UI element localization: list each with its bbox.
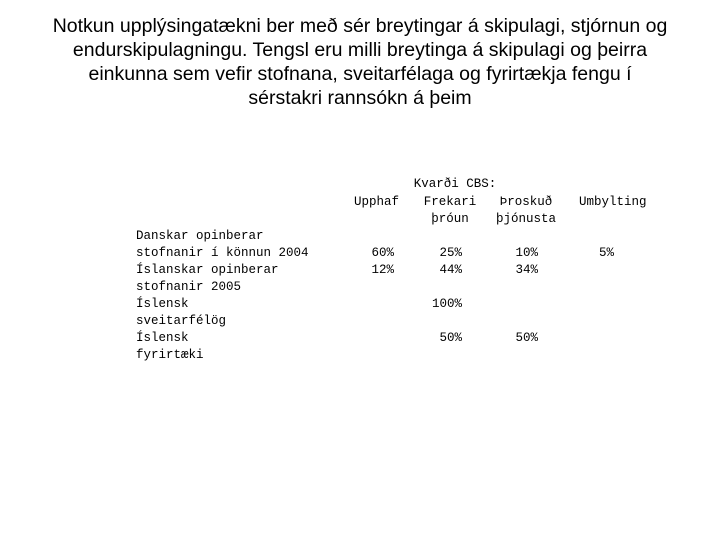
column-header-throskud: Þroskuð [499, 195, 553, 209]
row-label-sveitarfelog-line2: sveitarfélög [136, 314, 227, 328]
slide-title [20, 14, 700, 110]
column-header-frekari-line2: þróun [431, 212, 469, 226]
column-header-upphaf: Upphaf [354, 195, 400, 209]
scale-group-header: Kvarði CBS: [413, 177, 497, 191]
row-label-danskar: Danskar opinberar [136, 229, 264, 243]
cell-value: 50% [439, 331, 462, 345]
cell-value: 5% [598, 246, 614, 260]
cell-value: 50% [515, 331, 538, 345]
cell-value: 25% [439, 246, 462, 260]
column-header-umbylting: Umbylting [579, 195, 647, 209]
cell-value: 60% [371, 246, 394, 260]
title-line: Notkun upplýsingatækni ber með sér breytingar á skipulagi, stjórnun og [52, 15, 668, 37]
title-line: sérstakri rannsókn á þeim [248, 87, 472, 109]
column-header-frekari: Frekari [423, 195, 477, 209]
title-line: endurskipulagningu. Tengsl eru milli breytinga á skipulagi og þeirra [72, 39, 648, 61]
cell-value: 34% [515, 263, 538, 277]
row-label-fyrirtaeki-line2: fyrirtæki [136, 348, 204, 362]
row-label-danskar-line2: stofnanir í könnun 2004 [136, 246, 309, 260]
cell-value: 12% [371, 263, 394, 277]
row-label-fyrirtaeki: Íslensk [136, 331, 189, 345]
title-line: einkunna sem vefir stofnana, sveitarfélaga og fyrirtækja fengu í [88, 63, 632, 85]
column-header-throskud-line2: þjónusta [495, 212, 556, 226]
row-label-islanskar-line2: stofnanir 2005 [136, 280, 242, 294]
cell-value: 100% [431, 297, 462, 311]
row-label-sveitarfelog: Íslensk [136, 297, 189, 311]
cell-value: 10% [515, 246, 538, 260]
cell-value: 44% [439, 263, 462, 277]
row-label-islanskar: Íslanskar opinberar [136, 263, 279, 277]
